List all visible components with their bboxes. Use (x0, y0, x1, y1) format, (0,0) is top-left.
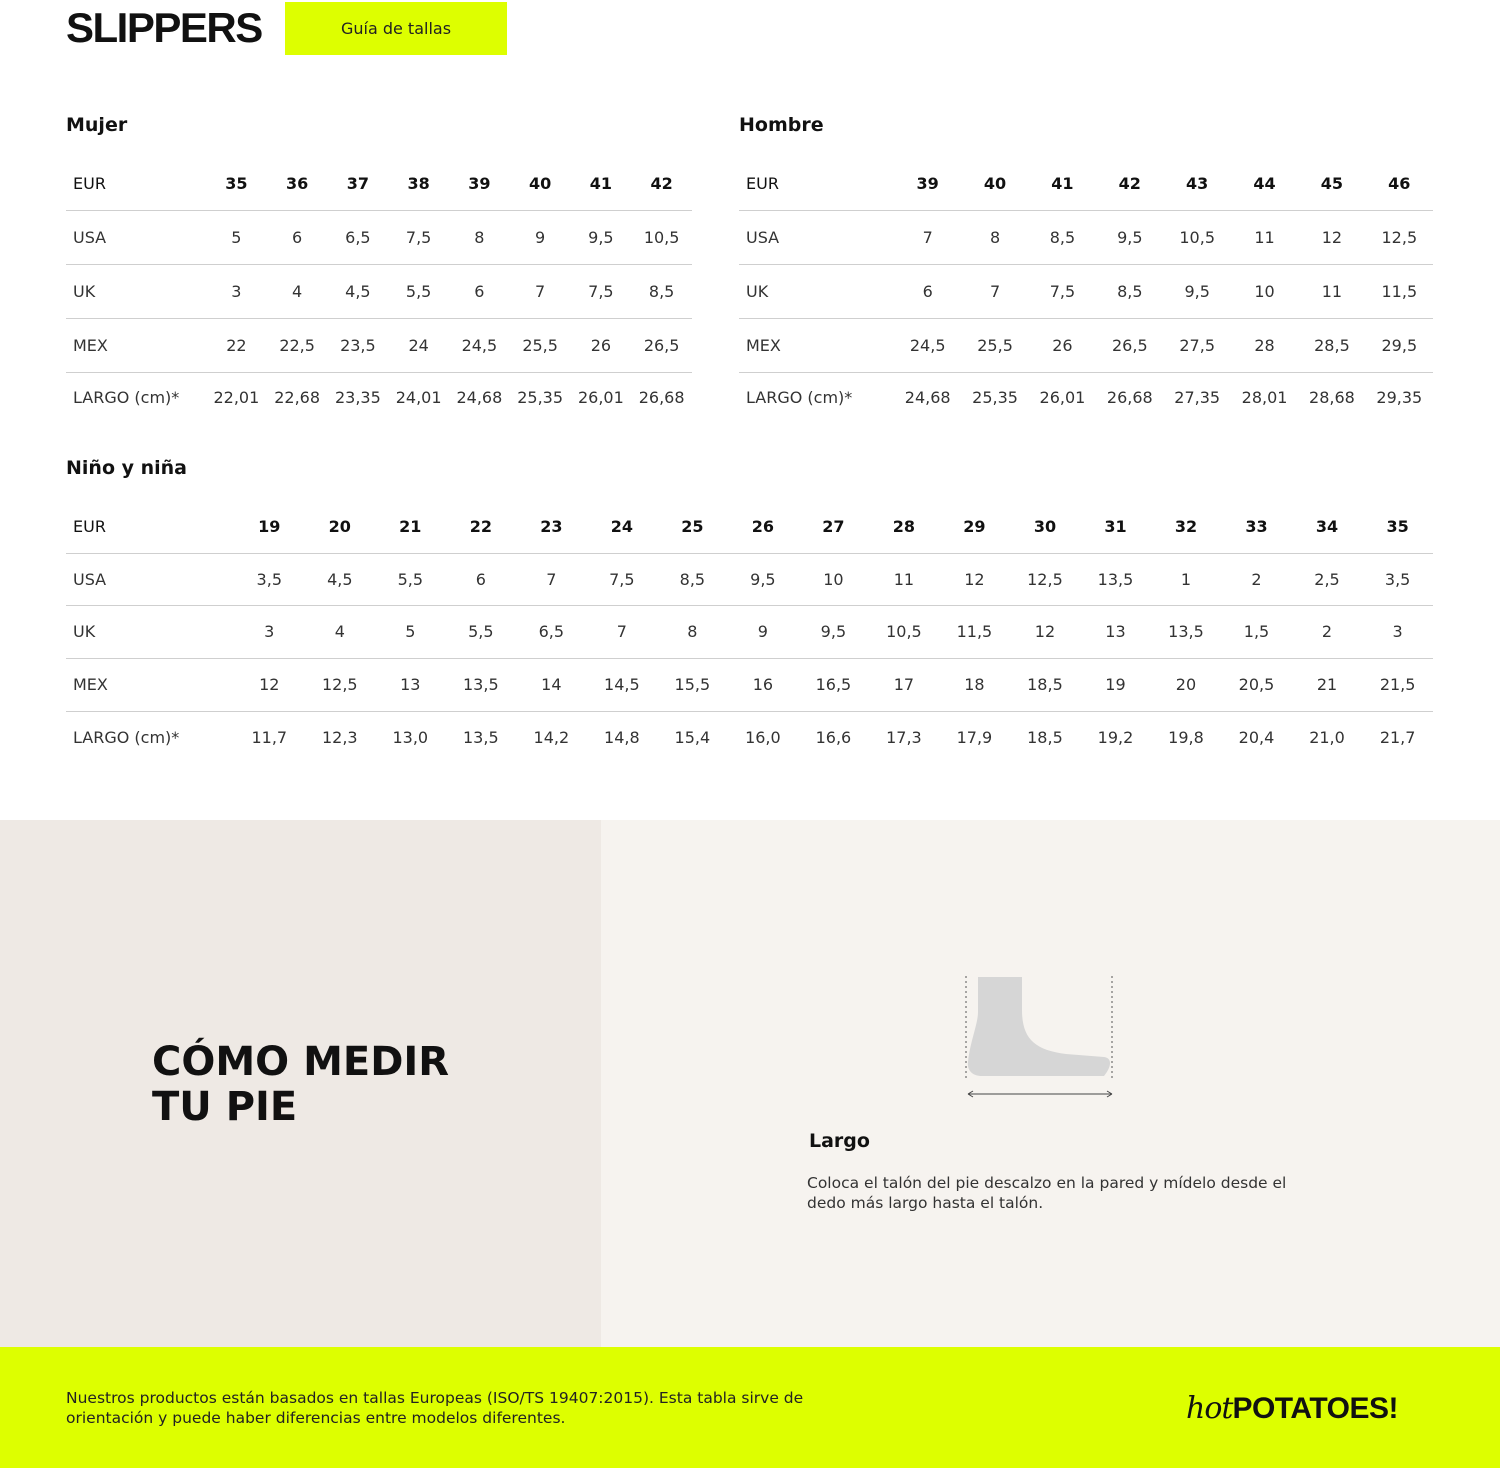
table-cell: 11,7 (251, 727, 288, 747)
largo-description: Coloca el talón del pie descalzo en la pared y mídelo desde el dedo más largo hasta el talón. (807, 1174, 1287, 1212)
table-row (739, 318, 1433, 372)
table-cell: 31 (1104, 516, 1127, 536)
logo-potatoes-text: POTATOES! (1232, 1392, 1398, 1425)
table-cell: 11 (893, 569, 915, 589)
table-cell: 4 (292, 281, 303, 301)
table-cell: 42 (1118, 173, 1141, 193)
table-cell: 26 (751, 516, 775, 536)
table-cell: 24 (408, 335, 429, 355)
row-label: UK (73, 281, 96, 301)
table-cell: 13,5 (1168, 622, 1204, 641)
table-cell: 23 (540, 516, 563, 536)
table-cell: 13,5 (1097, 569, 1134, 589)
table-row (66, 210, 692, 264)
row-label: USA (73, 569, 107, 589)
table-cell: 24,68 (904, 388, 951, 408)
table-cell: 21 (399, 516, 422, 536)
table-row (66, 264, 692, 318)
table-cell: 11 (1254, 227, 1275, 247)
table-cell: 5,5 (468, 622, 494, 641)
table-cell: 9,5 (750, 569, 776, 589)
table-cell: 7,5 (1049, 281, 1076, 301)
row-label: LARGO (cm)* (73, 727, 180, 747)
table-cell: 12,5 (1381, 227, 1418, 247)
table-cell: 26,01 (577, 388, 624, 408)
table-cell: 28,68 (1309, 388, 1355, 408)
table-cell: 5 (405, 622, 416, 641)
section-title-hombre: Hombre (739, 114, 824, 136)
table-cell: 25 (681, 516, 704, 536)
table-cell: 42 (650, 173, 673, 193)
table-cell: 41 (1051, 173, 1074, 193)
table-cell: 6 (922, 281, 933, 301)
table-cell: 40 (983, 173, 1007, 193)
table-cell: 8 (989, 227, 1001, 247)
table-cell: 27,5 (1179, 335, 1215, 355)
table-cell: 12,5 (1027, 569, 1063, 589)
table-cell: 40 (528, 173, 552, 193)
table-cell: 23,35 (334, 388, 381, 408)
table-cell: 27 (822, 516, 845, 536)
table-cell: 10,5 (886, 622, 922, 641)
table-cell: 29 (963, 516, 986, 536)
table-cell: 28,5 (1314, 335, 1350, 355)
table-cell: 39 (468, 173, 491, 193)
table-cell: 5 (231, 227, 242, 247)
row-label: EUR (73, 516, 106, 536)
table-cell: 36 (285, 173, 309, 193)
table-cell: 34 (1315, 516, 1339, 536)
row-label: MEX (73, 675, 108, 694)
row-label: MEX (746, 335, 781, 355)
table-cell: 6 (474, 281, 485, 301)
size-table-hombre (739, 157, 1433, 423)
size-table-mujer (66, 157, 692, 423)
table-cell: 8,5 (648, 281, 675, 301)
table-cell: 26,5 (1112, 335, 1148, 355)
foot-measure-icon (962, 972, 1118, 1102)
table-cell: 16,5 (815, 675, 852, 694)
table-cell: 24,5 (909, 335, 946, 355)
table-cell: 29,5 (1381, 335, 1418, 355)
table-cell: 30 (1033, 516, 1057, 536)
brand-logo (1186, 1391, 1398, 1426)
table-cell: 10,5 (1179, 227, 1215, 247)
table-cell: 23,5 (340, 335, 376, 355)
table-cell: 17 (893, 675, 915, 694)
table-cell: 13,0 (392, 727, 429, 747)
table-cell: 4,5 (327, 569, 353, 589)
table-cell: 24,01 (395, 388, 442, 408)
measure-right-panel (601, 820, 1500, 1347)
table-cell: 18 (964, 675, 985, 694)
table-cell: 7 (989, 281, 1001, 301)
table-cell: 15,4 (674, 727, 711, 747)
table-cell: 41 (589, 173, 612, 193)
size-guide-button[interactable]: Guía de tallas (285, 2, 507, 55)
table-cell: 25,5 (977, 335, 1013, 355)
table-cell: 12 (259, 675, 280, 694)
table-cell: 38 (407, 173, 430, 193)
table-cell: 2,5 (1314, 569, 1340, 589)
row-label: UK (73, 622, 96, 641)
table-row (66, 500, 1433, 553)
table-cell: 24,68 (456, 388, 503, 408)
table-cell: 1 (1180, 569, 1192, 589)
table-cell: 10 (1254, 281, 1275, 301)
how-to-measure-section (0, 820, 1500, 1347)
table-cell: 20 (328, 516, 351, 536)
table-cell: 7 (922, 227, 933, 247)
table-cell: 29,35 (1376, 388, 1423, 408)
table-cell: 5,5 (405, 281, 432, 301)
measure-title: CÓMO MEDIR TU PIE (152, 1039, 450, 1130)
table-cell: 6,5 (345, 227, 371, 247)
table-cell: 21,7 (1379, 727, 1416, 747)
table-cell: 19 (1105, 675, 1126, 694)
table-cell: 7 (546, 569, 557, 589)
table-cell: 18,5 (1027, 727, 1063, 747)
table-cell: 13 (400, 675, 421, 694)
table-cell: 22,5 (279, 335, 315, 355)
table-cell: 26 (1052, 335, 1073, 355)
table-cell: 28 (1254, 335, 1275, 355)
table-row (739, 157, 1433, 210)
section-title-ninos: Niño y niña (66, 457, 187, 479)
table-cell: 3,5 (1384, 569, 1411, 589)
table-cell: 14,5 (604, 675, 640, 694)
size-table-ninos (66, 500, 1433, 763)
table-row (66, 157, 692, 210)
table-cell: 9 (535, 227, 546, 247)
table-cell: 17,9 (956, 727, 993, 747)
table-cell: 8,5 (1049, 227, 1076, 247)
table-cell: 44 (1253, 173, 1276, 193)
table-cell: 11,5 (956, 622, 993, 641)
table-cell: 21,0 (1309, 727, 1345, 747)
table-cell: 12 (964, 569, 985, 589)
table-cell: 22 (226, 335, 247, 355)
table-cell: 14,8 (604, 727, 640, 747)
table-cell: 19 (258, 516, 281, 536)
table-cell: 26,68 (638, 388, 685, 408)
table-cell: 16,0 (745, 727, 781, 747)
table-cell: 9,5 (1117, 227, 1143, 247)
table-cell: 9,5 (820, 622, 847, 641)
table-cell: 11 (1321, 281, 1343, 301)
table-cell: 45 (1320, 173, 1344, 193)
table-cell: 20,4 (1238, 727, 1275, 747)
table-cell: 27,35 (1174, 388, 1221, 408)
row-label: MEX (73, 335, 108, 355)
table-cell: 7,5 (609, 569, 635, 589)
table-cell: 26,01 (1039, 388, 1086, 408)
table-row (66, 372, 692, 423)
table-row (66, 318, 692, 372)
table-cell: 6 (292, 227, 303, 247)
table-cell: 12 (1034, 622, 1056, 641)
table-cell: 18,5 (1027, 675, 1063, 694)
table-row (66, 658, 1433, 711)
table-cell: 7,5 (588, 281, 614, 301)
table-cell: 37 (346, 173, 369, 193)
footer-note: Nuestros productos están basados en tallas Europeas (ISO/TS 19407:2015). Esta tabla sirve de orientación y puede haber diferencias entre modelos diferentes. (66, 1389, 804, 1427)
table-cell: 7 (616, 622, 627, 641)
measure-left-panel (0, 820, 601, 1347)
table-cell: 25,5 (522, 335, 558, 355)
table-cell: 4,5 (345, 281, 371, 301)
table-cell: 15,5 (674, 675, 711, 694)
logo-hot-text: hot (1186, 1391, 1233, 1426)
table-cell: 2 (1251, 569, 1262, 589)
table-cell: 1,5 (1243, 622, 1270, 641)
table-row (739, 210, 1433, 264)
table-cell: 16 (752, 675, 774, 694)
table-cell: 35 (1386, 516, 1409, 536)
table-cell: 8 (687, 622, 698, 641)
table-row (66, 711, 1433, 763)
table-cell: 17,3 (886, 727, 922, 747)
table-cell: 13,5 (463, 727, 499, 747)
table-cell: 43 (1186, 173, 1209, 193)
table-cell: 3 (231, 281, 242, 301)
table-cell: 35 (225, 173, 248, 193)
table-cell: 2 (1321, 622, 1333, 641)
row-label: USA (746, 227, 780, 247)
table-cell: 26 (590, 335, 612, 355)
table-cell: 33 (1245, 516, 1268, 536)
table-cell: 12,3 (321, 727, 358, 747)
table-row (66, 553, 1433, 605)
table-cell: 6 (475, 569, 486, 589)
row-label: EUR (746, 173, 779, 193)
table-cell: 8,5 (679, 569, 706, 589)
table-cell: 7,5 (405, 227, 432, 247)
table-cell: 10 (823, 569, 844, 589)
table-cell: 39 (916, 173, 939, 193)
section-title-mujer: Mujer (66, 114, 128, 136)
row-label: LARGO (cm)* (73, 388, 180, 408)
table-cell: 26,68 (1106, 388, 1153, 408)
table-cell: 21,5 (1379, 675, 1416, 694)
table-row (66, 605, 1433, 658)
table-cell: 46 (1388, 173, 1411, 193)
table-cell: 8,5 (1117, 281, 1143, 301)
table-cell: 14,2 (533, 727, 570, 747)
table-cell: 32 (1174, 516, 1198, 536)
table-cell: 22 (469, 516, 492, 536)
table-cell: 4 (334, 622, 345, 641)
row-label: EUR (73, 173, 106, 193)
row-label: UK (746, 281, 769, 301)
table-cell: 25,35 (517, 388, 564, 408)
row-label: USA (73, 227, 107, 247)
table-cell: 6,5 (538, 622, 565, 641)
page-title: SLIPPERS (66, 4, 262, 51)
table-cell: 19,8 (1168, 727, 1204, 747)
table-cell: 13,5 (463, 675, 499, 694)
table-cell: 5,5 (397, 569, 424, 589)
table-cell: 9,5 (588, 227, 614, 247)
footer (0, 1347, 1500, 1468)
table-cell: 12 (1321, 227, 1343, 247)
table-cell: 20 (1175, 675, 1197, 694)
table-cell: 11,5 (1381, 281, 1418, 301)
table-row (739, 264, 1433, 318)
table-cell: 10,5 (643, 227, 680, 247)
table-cell: 3 (264, 622, 275, 641)
table-cell: 7 (535, 281, 546, 301)
table-cell: 3 (1392, 622, 1403, 641)
table-cell: 24,5 (461, 335, 498, 355)
table-cell: 12,5 (321, 675, 358, 694)
table-cell: 14 (541, 675, 562, 694)
table-cell: 19,2 (1097, 727, 1134, 747)
table-cell: 22,68 (274, 388, 321, 408)
table-cell: 16,6 (815, 727, 852, 747)
table-cell: 22,01 (213, 388, 260, 408)
table-row (739, 372, 1433, 423)
table-cell: 8 (474, 227, 485, 247)
largo-heading: Largo (809, 1130, 870, 1152)
table-cell: 21 (1316, 675, 1338, 694)
table-cell: 28 (892, 516, 916, 536)
table-cell: 13 (1105, 622, 1126, 641)
table-cell: 24 (610, 516, 633, 536)
row-label: LARGO (cm)* (746, 388, 853, 408)
table-cell: 20,5 (1238, 675, 1275, 694)
table-cell: 26,5 (643, 335, 680, 355)
table-cell: 9 (757, 622, 768, 641)
table-cell: 28,01 (1241, 388, 1288, 408)
table-cell: 9,5 (1184, 281, 1210, 301)
table-cell: 25,35 (972, 388, 1018, 408)
table-cell: 3,5 (256, 569, 282, 589)
